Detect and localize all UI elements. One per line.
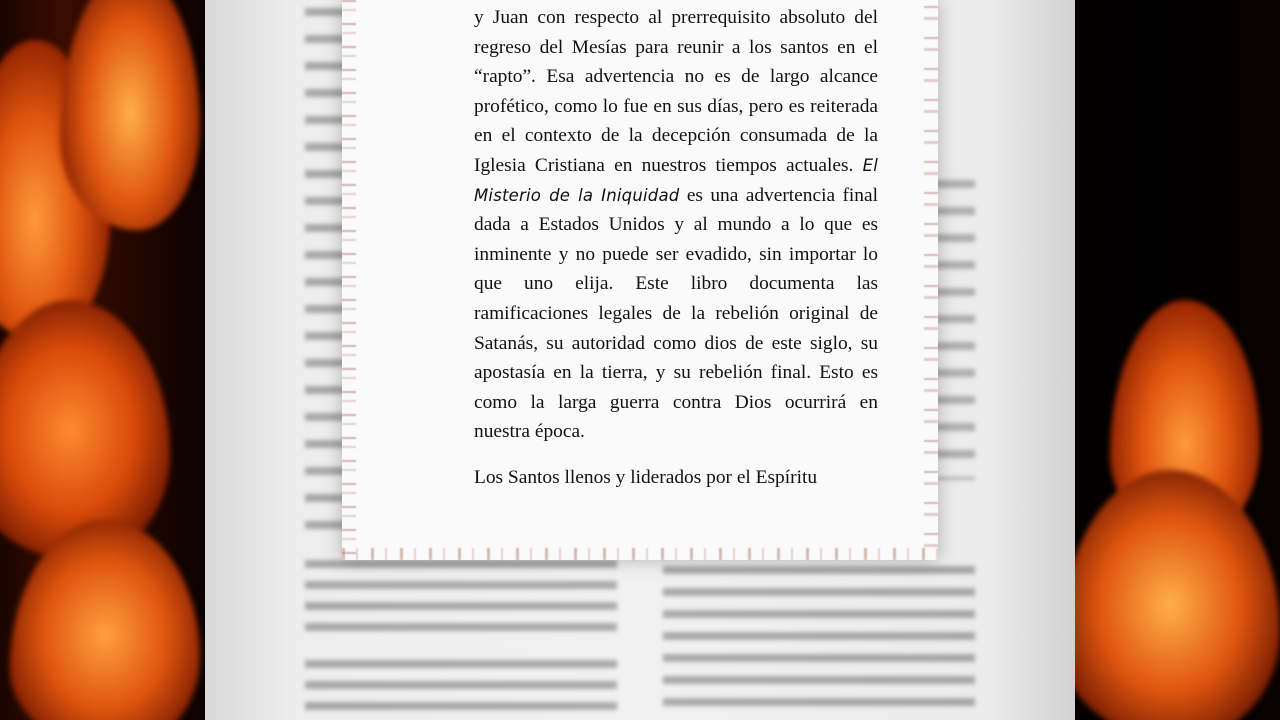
page-edge-specks bbox=[342, 548, 938, 560]
blurred-text-bottom-left bbox=[305, 560, 617, 720]
paragraph-text: y Juan con respecto al prerrequisito absoluto del regreso del Mesías para reunir a los santos en el “rapto”. Esa advertencia no es de largo alcance profético, como lo fue en sus días, pero es reiterada en el contexto de la decepción consumada de la Iglesia Cristiana en nuestros tiempos actuales. bbox=[474, 7, 878, 176]
page-edge-specks bbox=[342, 0, 356, 560]
flame-shape bbox=[0, 300, 170, 560]
page-edge-specks bbox=[924, 0, 938, 560]
fire-background-left bbox=[0, 0, 210, 720]
page-text bbox=[474, 3, 878, 493]
book-title-italic: El Misterio de la Iniquidad bbox=[474, 155, 878, 205]
paragraph: Los Santos llenos y liderados por el Espíritu bbox=[474, 466, 818, 488]
book-page-excerpt bbox=[342, 0, 938, 560]
blurred-text-bottom-right bbox=[663, 566, 975, 716]
flame-shape bbox=[1070, 470, 1280, 720]
paragraph bbox=[474, 3, 878, 447]
blurred-text-column-right bbox=[935, 180, 975, 560]
flame-shape bbox=[60, 0, 200, 230]
fire-background-right bbox=[1070, 0, 1280, 720]
paragraph-text: es una advertencia final dada a Estados Unidos y al mundo a lo que es inminente y no puede ser evadido, sin importar lo que uno elija. Este libro documenta las ramificaciones legales de la rebelión original de Satanás, su autoridad como dios de este siglo, su apostasía en la tierra, y su rebelión final. Esto es como la larga guerra contra Dios ocurrirá en nuestra época. bbox=[474, 184, 878, 443]
